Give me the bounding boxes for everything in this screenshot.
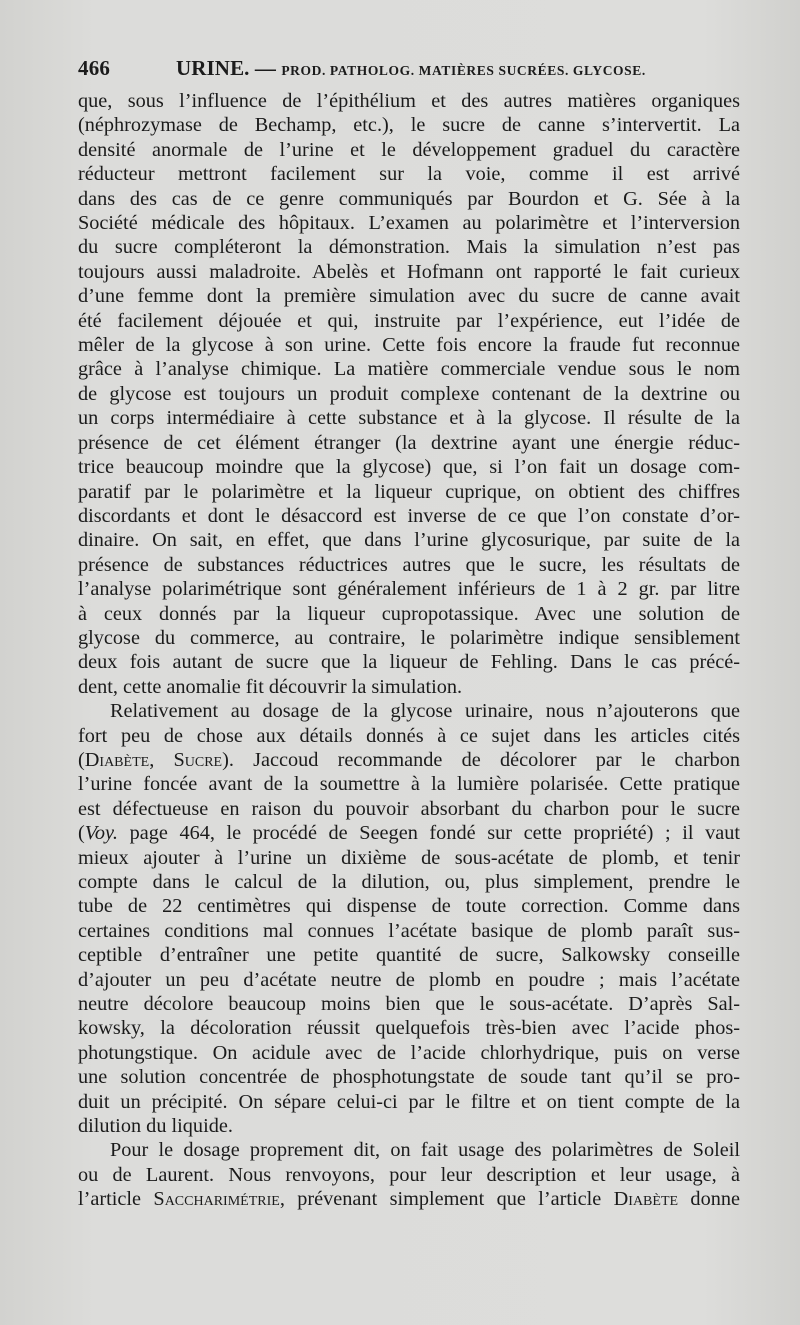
running-header <box>78 56 740 86</box>
text-fragment: ( <box>78 748 85 771</box>
running-title-main: URINE. — <box>176 56 282 80</box>
text-line: dinaire. On sait, en effet, que dans l’urine glycosurique, par suite de la <box>78 529 740 552</box>
text-line: tube de 22 centimètres qui dispense de toute correction. Comme dans <box>78 895 740 918</box>
text-line: trice beaucoup moindre que la glycose) que, si l’on fait un dosage com- <box>78 456 740 479</box>
text-line <box>78 821 740 845</box>
text-line: mêler de la glycose à son urine. Cette fois encore la fraude fut reconnue <box>78 334 740 357</box>
text-line: ou de Laurent. Nous renvoyons, pour leur description et leur usage, à <box>78 1163 740 1186</box>
text-line: d’ajouter un peu d’acétate neutre de plomb en poudre ; mais l’acétate <box>78 968 740 991</box>
text-fragment: donne <box>678 1188 740 1211</box>
text-line: fort peu de chose aux détails donnés à ce sujet dans les articles cités <box>78 724 740 747</box>
text-line: est défectueuse en raison du pouvoir absorbant du charbon pour le sucre <box>78 797 740 820</box>
text-line: duit un précipité. On sépare celui-ci par le filtre et on tient compte de la <box>78 1090 740 1113</box>
text-line: glycose du commerce, au contraire, le polarimètre indique sensiblement <box>78 626 740 649</box>
text-line: compte dans le calcul de la dilution, ou, plus simplement, prendre le <box>78 871 740 893</box>
paragraph-1 <box>78 89 740 699</box>
text-line: toujours aussi maladroite. Abelès et Hofmann ont rapporté le fait curieux <box>78 260 740 283</box>
cross-reference-diabete: Diabète <box>84 748 150 771</box>
text-line: présence de substances réductrices autres que le sucre, les résultats de <box>78 553 740 576</box>
text-line <box>78 748 740 772</box>
text-fragment: , prévenant simplement que l’article <box>279 1188 614 1211</box>
text-line: de glycose est toujours un produit complexe contenant de la dextrine ou <box>78 382 740 405</box>
text-line: réducteur mettront facilement sur la voie, comme il est arrivé <box>78 163 740 186</box>
text-line: l’analyse polarimétrique sont généralement inférieurs de 1 à 2 gr. par litre <box>78 578 740 601</box>
running-title-sub: PROD. PATHOLOG. MATIÈRES SUCRÉES. GLYCOSE. <box>281 63 646 78</box>
text-fragment: l’article <box>78 1188 154 1211</box>
text-line: que, sous l’influence de l’épithélium et des autres matières organiques <box>78 90 740 112</box>
cross-reference-diabete-2: Diabète <box>613 1188 679 1211</box>
paragraph-3 <box>78 1138 740 1211</box>
text-line: dent, cette anomalie fit découvrir la simulation. <box>78 675 463 698</box>
text-line: du sucre compléteront la démonstration. Mais la simulation n’est pas <box>78 236 740 259</box>
text-fragment: ). Jaccoud recommande de décolorer par le charbon <box>222 748 740 771</box>
text-fragment: page 464, le procédé de Seegen fondé sur cette propriété) ; il vaut <box>118 822 740 845</box>
text-line: dilution du liquide. <box>78 1115 233 1138</box>
text-fragment: ( <box>78 822 85 845</box>
italic-voy: Voy. <box>84 822 118 845</box>
cross-reference-sucre: Sucre <box>173 748 223 771</box>
text-line: Relativement au dosage de la glycose urinaire, nous n’ajouterons que <box>110 700 740 723</box>
text-line: Société médicale des hôpitaux. L’examen au polarimètre et l’interversion <box>78 212 740 235</box>
text-line: certaines conditions mal connues l’acétate basique de plomb paraît sus- <box>78 919 740 942</box>
text-line: densité anormale de l’urine et le développement graduel du caractère <box>78 138 740 161</box>
paragraph-2 <box>78 699 740 1138</box>
text-line: Pour le dosage proprement dit, on fait usage des polarimètres de Soleil <box>110 1139 740 1162</box>
running-title <box>176 56 646 81</box>
text-line: paratif par le polarimètre et la liqueur cuprique, on obtient des chiffres <box>78 480 740 503</box>
text-line: discordants et dont le désaccord est inverse de ce que l’on constate d’or- <box>78 504 740 527</box>
text-line: mieux ajouter à l’urine un dixième de sous-acétate de plomb, et tenir <box>78 846 740 869</box>
page-number: 466 <box>78 56 111 80</box>
paragraph-2-rest <box>78 846 740 1139</box>
text-line: ceptible d’entraîner une petite quantité de sucre, Salkowsky conseille <box>78 944 740 967</box>
text-line: une solution concentrée de phosphotungstate de soude tant qu’il se pro- <box>78 1066 740 1089</box>
text-line: été facilement déjouée et qui, instruite par l’expérience, eut l’idée de <box>78 309 740 332</box>
text-line: kowsky, la décoloration réussit quelquefois très-bien avec l’acide phos- <box>78 1017 740 1040</box>
text-line: photungstique. On acidule avec de l’acide chlorhydrique, puis on verse <box>78 1041 740 1064</box>
text-line: dans des cas de ce genre communiqués par Bourdon et G. Sée à la <box>78 187 740 210</box>
text-line: deux fois autant de sucre que la liqueur de Fehling. Dans le cas précé- <box>78 651 740 674</box>
text-line <box>78 1187 740 1211</box>
text-line: à ceux donnés par la liqueur cupropotassique. Avec une solution de <box>78 602 740 625</box>
text-line: présence de cet élément étranger (la dextrine ayant une énergie réduc- <box>78 431 740 454</box>
text-line: neutre décolore beaucoup moins bien que le sous-acétate. D’après Sal- <box>78 993 740 1016</box>
text-line: un corps intermédiaire à cette substance et à la glycose. Il résulte de la <box>78 407 740 430</box>
text-body <box>78 89 740 1212</box>
text-line: grâce à l’analyse chimique. La matière commerciale vendue sous le nom <box>78 358 740 381</box>
text-fragment: , <box>149 748 174 771</box>
text-line: d’une femme dont la première simulation avec du sucre de canne avait <box>78 285 740 308</box>
text-line: l’urine foncée avant de la soumettre à la lumière polarisée. Cette pratique <box>78 773 740 796</box>
text-line: (néphrozymase de Bechamp, etc.), le sucre de canne s’intervertit. La <box>78 114 740 137</box>
cross-reference-saccharimetrie: Saccharimétrie <box>153 1188 280 1211</box>
